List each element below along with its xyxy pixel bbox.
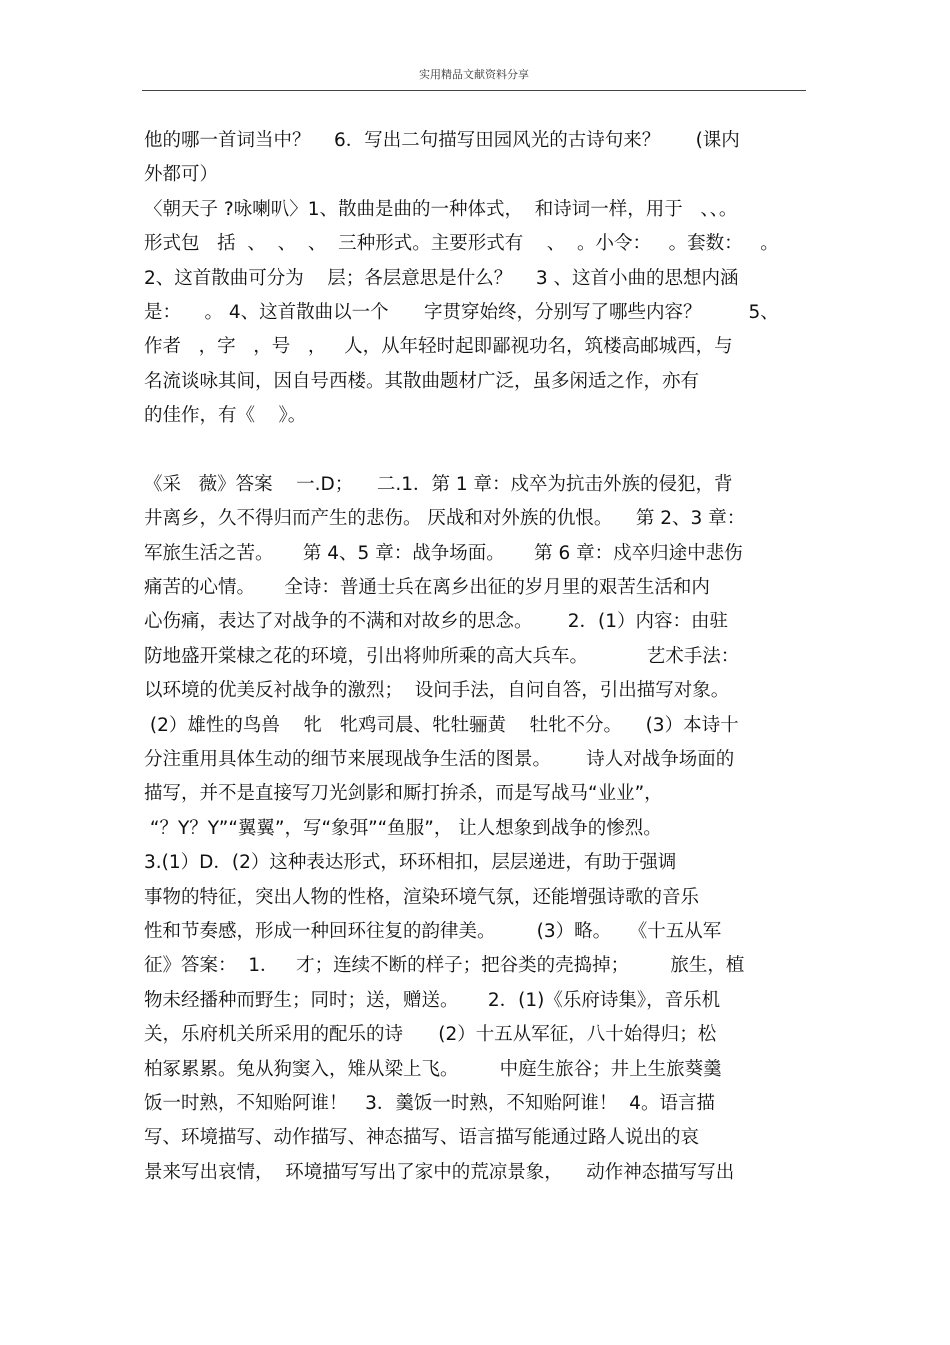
text-line: 2、这首散曲可分为 层；各层意思是什么？ 3 、这首小曲的思想内涵	[144, 267, 739, 289]
text-line: 物未经播种而野生；同时；送，赠送。 2．(1)《乐府诗集》，音乐机	[144, 989, 721, 1011]
document-body	[144, 124, 824, 1190]
text-line: 是： 。 4、这首散曲以一个 字贯穿始终，分别写了哪些内容？ 5、	[144, 301, 779, 323]
text-line: 关，乐府机关所采用的配乐的诗 (2）十五从军征，八十始得归；松	[144, 1024, 717, 1046]
text-line: 形式包 括 、 、 、 三种形式。主要形式有 、 。小令： 。套数： 。	[144, 233, 779, 255]
text-line: 分注重用具体生动的细节来展现战争生活的图景。 诗人对战争场面的	[144, 749, 735, 771]
text-line: 描写，并不是直接写刀光剑影和厮打拚杀，而是写战马“业业”，	[144, 783, 663, 805]
text-line: 作者 ，字 ，号 ， 人，从年轻时起即鄙视功名，筑楼高邮城西，与	[144, 336, 733, 358]
text-line: 以环境的优美反衬战争的激烈； 设问手法，自问自答，引出描写对象。	[144, 680, 730, 702]
text-line: 井离乡，久不得归而产生的悲伤。 厌战和对外族的仇恨。 第 2、3 章：	[144, 508, 746, 530]
header-divider	[142, 90, 806, 91]
text-line: “？Y？Y”“翼翼”，写“象弭”“鱼服”， 让人想象到战争的惨烈。	[144, 817, 662, 839]
text-line: 名流谈咏其间，因自号西楼。其散曲题材广泛，虽多闲适之作，亦有	[144, 370, 700, 392]
text-line: 的佳作，有《 》。	[144, 405, 307, 427]
text-line: 性和节奏感，形成一种回环往复的韵律美。 (3）略。 《十五从军	[144, 920, 722, 942]
text-line: 饭一时熟，不知贻阿谁！ 3．羹饭一时熟，不知贻阿谁！ 4。语言描	[144, 1092, 715, 1114]
text-line: 他的哪一首词当中？ 6．写出二句描写田园风光的古诗句来？ (课内	[144, 130, 740, 151]
text-line: 景来写出哀情， 环境描写写出了家中的荒凉景象， 动作神态描写写出	[144, 1161, 735, 1183]
text-line: (2）雄性的鸟兽 牝 牝鸡司晨、牝牡骊黄 牡牝不分。 (3）本诗十	[144, 714, 739, 736]
text-line: 柏冢累累。兔从狗窦入，雉从梁上飞。 中庭生旅谷；井上生旅葵羹	[144, 1058, 722, 1080]
text-line: 事物的特征，突出人物的性格，渲染环境气氛，还能增强诗歌的音乐	[144, 886, 700, 908]
text-line: 防地盛开棠棣之花的环境，引出将帅所乘的高大兵车。 艺术手法：	[144, 645, 740, 667]
text-line: 征》答案： 1． 才；连续不断的样子；把谷类的壳捣掉； 旅生，植	[144, 955, 745, 977]
text-line: 军旅生活之苦。 第 4、5 章：战争场面。 第 6 章：戍卒归途中悲伤	[144, 542, 743, 564]
text-line: 〈朝天子 ?咏喇叭〉1、散曲是曲的一种体式， 和诗词一样，用于 、、。	[144, 198, 738, 220]
text-line: 写、环境描写、动作描写、神态描写、语言描写能通过路人说出的哀	[144, 1127, 700, 1149]
page-header: 实用精品文献资料分享	[419, 68, 529, 81]
text-line: 痛苦的心情。 全诗：普通士兵在离乡出征的岁月里的艰苦生活和内	[144, 577, 710, 599]
paragraph-gap	[144, 434, 824, 468]
text-line: 心伤痛，表达了对战争的不满和对故乡的思念。 2．(1）内容：由驻	[144, 611, 729, 633]
text-line: 外都可）	[144, 164, 219, 186]
text-line: 《采 薇》答案 一.D； 二.1．第 1 章：戍卒为抗击外族的侵犯，背	[144, 473, 733, 495]
text-line: 3.(1）D．(2）这种表达形式，环环相扣，层层递进，有助于强调	[144, 852, 677, 874]
